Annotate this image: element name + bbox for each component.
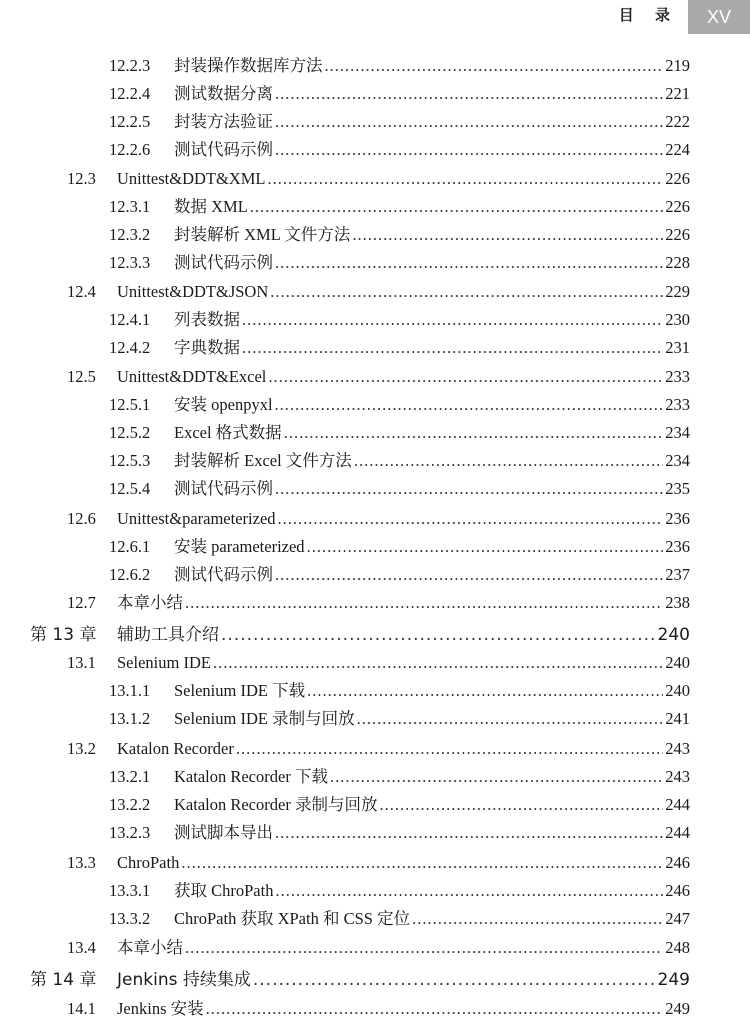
toc-dot-leader	[268, 365, 663, 389]
toc-page-number: 243	[665, 739, 690, 758]
toc-subsection[interactable]	[109, 793, 690, 817]
toc-title: 测试数据分离	[174, 84, 273, 103]
page-roman-badge: XV	[688, 0, 750, 34]
toc-title: 测试代码示例	[174, 565, 273, 584]
toc-dot-leader	[352, 223, 663, 247]
toc-dot-leader	[275, 821, 663, 845]
toc-section[interactable]	[67, 167, 690, 191]
toc-dot-leader	[275, 879, 663, 903]
toc-dot-leader	[250, 195, 663, 219]
toc-subsection[interactable]	[109, 449, 690, 473]
toc-title: 安装 openpyxl	[174, 395, 273, 414]
toc-dot-leader	[268, 167, 664, 191]
toc-subsection[interactable]	[109, 821, 690, 845]
toc-number: 13.2.3	[109, 823, 151, 842]
toc-number: 13.1.1	[109, 681, 151, 700]
toc-title: ChroPath 获取 XPath 和 CSS 定位	[174, 909, 411, 928]
toc-dot-leader	[221, 623, 656, 647]
toc-title: 数据 XML	[174, 197, 248, 216]
toc-page-number: 243	[665, 767, 690, 786]
toc-page-number: 241	[665, 709, 690, 728]
toc-dot-leader	[284, 421, 664, 445]
toc-section[interactable]	[67, 280, 690, 304]
toc-title: Unittest&parameterized	[117, 509, 276, 528]
toc-number: 12.2.6	[109, 140, 151, 159]
toc-title: 封装操作数据库方法	[174, 56, 323, 75]
toc-subsection[interactable]	[109, 765, 690, 789]
toc-title: 封装方法验证	[174, 112, 273, 131]
toc-number: 12.4	[67, 282, 96, 301]
toc-title: Katalon Recorder	[117, 739, 234, 758]
toc-title: Unittest&DDT&XML	[117, 169, 266, 188]
toc-dot-leader	[206, 997, 664, 1021]
toc-dot-leader	[307, 679, 663, 703]
toc-subsection[interactable]	[109, 110, 690, 134]
toc-title: Katalon Recorder 下载	[174, 767, 328, 786]
toc-page-number: 247	[665, 909, 690, 928]
toc-section[interactable]	[67, 997, 690, 1021]
toc-dot-leader	[185, 591, 663, 615]
toc-title: 本章小结	[117, 593, 183, 612]
toc-page-number: 236	[665, 509, 690, 528]
toc-number: 13.4	[67, 938, 96, 957]
toc-subsection[interactable]	[109, 138, 690, 162]
toc-title: Selenium IDE 下载	[174, 681, 306, 700]
toc-section[interactable]	[67, 591, 690, 615]
toc-number: 12.4.2	[109, 338, 151, 357]
header-title: 目 录	[618, 6, 678, 24]
toc-chapter[interactable]	[30, 968, 690, 992]
toc-page-number: 249	[665, 999, 690, 1018]
toc-subsection[interactable]	[109, 336, 690, 360]
toc-dot-leader	[354, 449, 663, 473]
toc-title: Unittest&DDT&JSON	[117, 282, 269, 301]
toc-number: 13.3.1	[109, 881, 151, 900]
toc-dot-leader	[275, 82, 663, 106]
toc-dot-leader	[307, 535, 664, 559]
toc-title: 测试代码示例	[174, 253, 273, 272]
toc-number: 12.2.4	[109, 84, 151, 103]
toc-page-number: 240	[657, 625, 690, 645]
toc-page-number: 222	[665, 112, 690, 131]
toc-dot-leader	[275, 563, 663, 587]
toc-dot-leader	[253, 968, 656, 992]
toc-number: 12.6.2	[109, 565, 151, 584]
toc-dot-leader	[325, 54, 664, 78]
toc-title: Excel 格式数据	[174, 423, 282, 442]
toc-page-number: 249	[657, 970, 690, 990]
toc-title: 获取 ChroPath	[174, 881, 274, 900]
toc-number: 13.3	[67, 853, 96, 872]
toc-page-number: 237	[665, 565, 690, 584]
toc-number: 13.1	[67, 653, 96, 672]
toc-page-number: 238	[665, 593, 690, 612]
toc-number: 12.5.3	[109, 451, 151, 470]
toc-page-number: 230	[665, 310, 690, 329]
toc-page-number: 229	[665, 282, 690, 301]
toc-dot-leader	[357, 707, 664, 731]
toc-title: 测试代码示例	[174, 479, 273, 498]
toc-dot-leader	[379, 793, 663, 817]
toc-number: 14.1	[67, 999, 96, 1018]
toc-title: 字典数据	[174, 338, 240, 357]
toc-page-number: 221	[665, 84, 690, 103]
toc-title: ChroPath	[117, 853, 180, 872]
toc-title: 封装解析 Excel 文件方法	[174, 451, 352, 470]
toc-page-number: 226	[665, 225, 690, 244]
toc-dot-leader	[270, 280, 663, 304]
toc-page-number: 244	[665, 823, 690, 842]
toc-subsection[interactable]	[109, 563, 690, 587]
toc-number: 13.3.2	[109, 909, 151, 928]
toc-number: 12.5.1	[109, 395, 151, 414]
toc-page-number: 233	[665, 395, 690, 414]
toc-dot-leader	[236, 737, 663, 761]
toc-number: 13.2	[67, 739, 96, 758]
toc-section[interactable]	[67, 851, 690, 875]
toc-number: 12.3.1	[109, 197, 151, 216]
toc-subsection[interactable]	[109, 477, 690, 501]
toc-page-number: 233	[665, 367, 690, 386]
toc-dot-leader	[242, 336, 663, 360]
toc-section[interactable]	[67, 936, 690, 960]
toc-section[interactable]	[67, 507, 690, 531]
toc-subsection[interactable]	[109, 223, 690, 247]
toc-dot-leader	[275, 393, 664, 417]
toc-dot-leader	[412, 907, 663, 931]
toc-number: 12.6	[67, 509, 96, 528]
toc-title: 列表数据	[174, 310, 240, 329]
toc-number: 第 13 章	[30, 625, 97, 645]
toc-subsection[interactable]	[109, 907, 690, 931]
toc-number: 第 14 章	[30, 970, 97, 990]
toc-number: 12.7	[67, 593, 96, 612]
toc-chapter[interactable]	[30, 623, 690, 647]
toc-title: 本章小结	[117, 938, 183, 957]
toc-subsection[interactable]	[109, 251, 690, 275]
toc-title: Selenium IDE	[117, 653, 211, 672]
toc-title: Jenkins 持续集成	[117, 970, 251, 990]
toc-dot-leader	[213, 651, 663, 675]
toc-subsection[interactable]	[109, 82, 690, 106]
toc-subsection[interactable]	[109, 393, 690, 417]
toc-section[interactable]	[67, 365, 690, 389]
toc-title: 测试脚本导出	[174, 823, 273, 842]
toc-subsection[interactable]	[109, 308, 690, 332]
toc-dot-leader	[275, 110, 663, 134]
toc-dot-leader	[330, 765, 663, 789]
toc-dot-leader	[185, 936, 663, 960]
toc-number: 12.3	[67, 169, 96, 188]
toc-dot-leader	[278, 507, 664, 531]
toc-title: 辅助工具介绍	[117, 625, 219, 645]
toc-number: 13.1.2	[109, 709, 151, 728]
toc-number: 12.3.3	[109, 253, 151, 272]
toc-title: 测试代码示例	[174, 140, 273, 159]
toc-title: Selenium IDE 录制与回放	[174, 709, 355, 728]
toc-section[interactable]	[67, 737, 690, 761]
toc-number: 13.2.2	[109, 795, 151, 814]
toc-title: Unittest&DDT&Excel	[117, 367, 267, 386]
toc-page-number: 234	[665, 423, 690, 442]
toc-title: 封装解析 XML 文件方法	[174, 225, 351, 244]
toc-number: 12.6.1	[109, 537, 151, 556]
toc-number: 13.2.1	[109, 767, 151, 786]
toc-page-number: 219	[665, 56, 690, 75]
toc-page-number: 240	[665, 681, 690, 700]
toc-number: 12.5	[67, 367, 96, 386]
toc-dot-leader	[275, 477, 663, 501]
toc-page-number: 244	[665, 795, 690, 814]
toc-number: 12.2.5	[109, 112, 151, 131]
toc-number: 12.5.2	[109, 423, 151, 442]
toc-dot-leader	[181, 851, 663, 875]
toc-page-number: 236	[665, 537, 690, 556]
toc-number: 12.3.2	[109, 225, 151, 244]
toc-subsection[interactable]	[109, 54, 690, 78]
toc-page-number: 224	[665, 140, 690, 159]
toc-page-number: 226	[665, 197, 690, 216]
toc-dot-leader	[242, 308, 663, 332]
toc-subsection[interactable]	[109, 879, 690, 903]
toc-subsection[interactable]	[109, 421, 690, 445]
toc-dot-leader	[275, 251, 663, 275]
toc-page-number: 248	[665, 938, 690, 957]
toc-section[interactable]	[67, 651, 690, 675]
toc-page-number: 246	[665, 853, 690, 872]
toc-number: 12.2.3	[109, 56, 151, 75]
toc-dot-leader	[275, 138, 663, 162]
toc-subsection[interactable]	[109, 679, 690, 703]
toc-subsection[interactable]	[109, 535, 690, 559]
toc-page-number: 246	[665, 881, 690, 900]
toc-page-number: 231	[665, 338, 690, 357]
toc-page-number: 240	[665, 653, 690, 672]
toc-subsection[interactable]	[109, 195, 690, 219]
toc-number: 12.5.4	[109, 479, 151, 498]
toc-number: 12.4.1	[109, 310, 151, 329]
toc-page-number: 226	[665, 169, 690, 188]
toc-page-number: 234	[665, 451, 690, 470]
toc-page-number: 235	[665, 479, 690, 498]
toc-subsection[interactable]	[109, 707, 690, 731]
toc-title: Jenkins 安装	[117, 999, 204, 1018]
toc-title: 安装 parameterized	[174, 537, 305, 556]
toc-title: Katalon Recorder 录制与回放	[174, 795, 378, 814]
toc-page-number: 228	[665, 253, 690, 272]
